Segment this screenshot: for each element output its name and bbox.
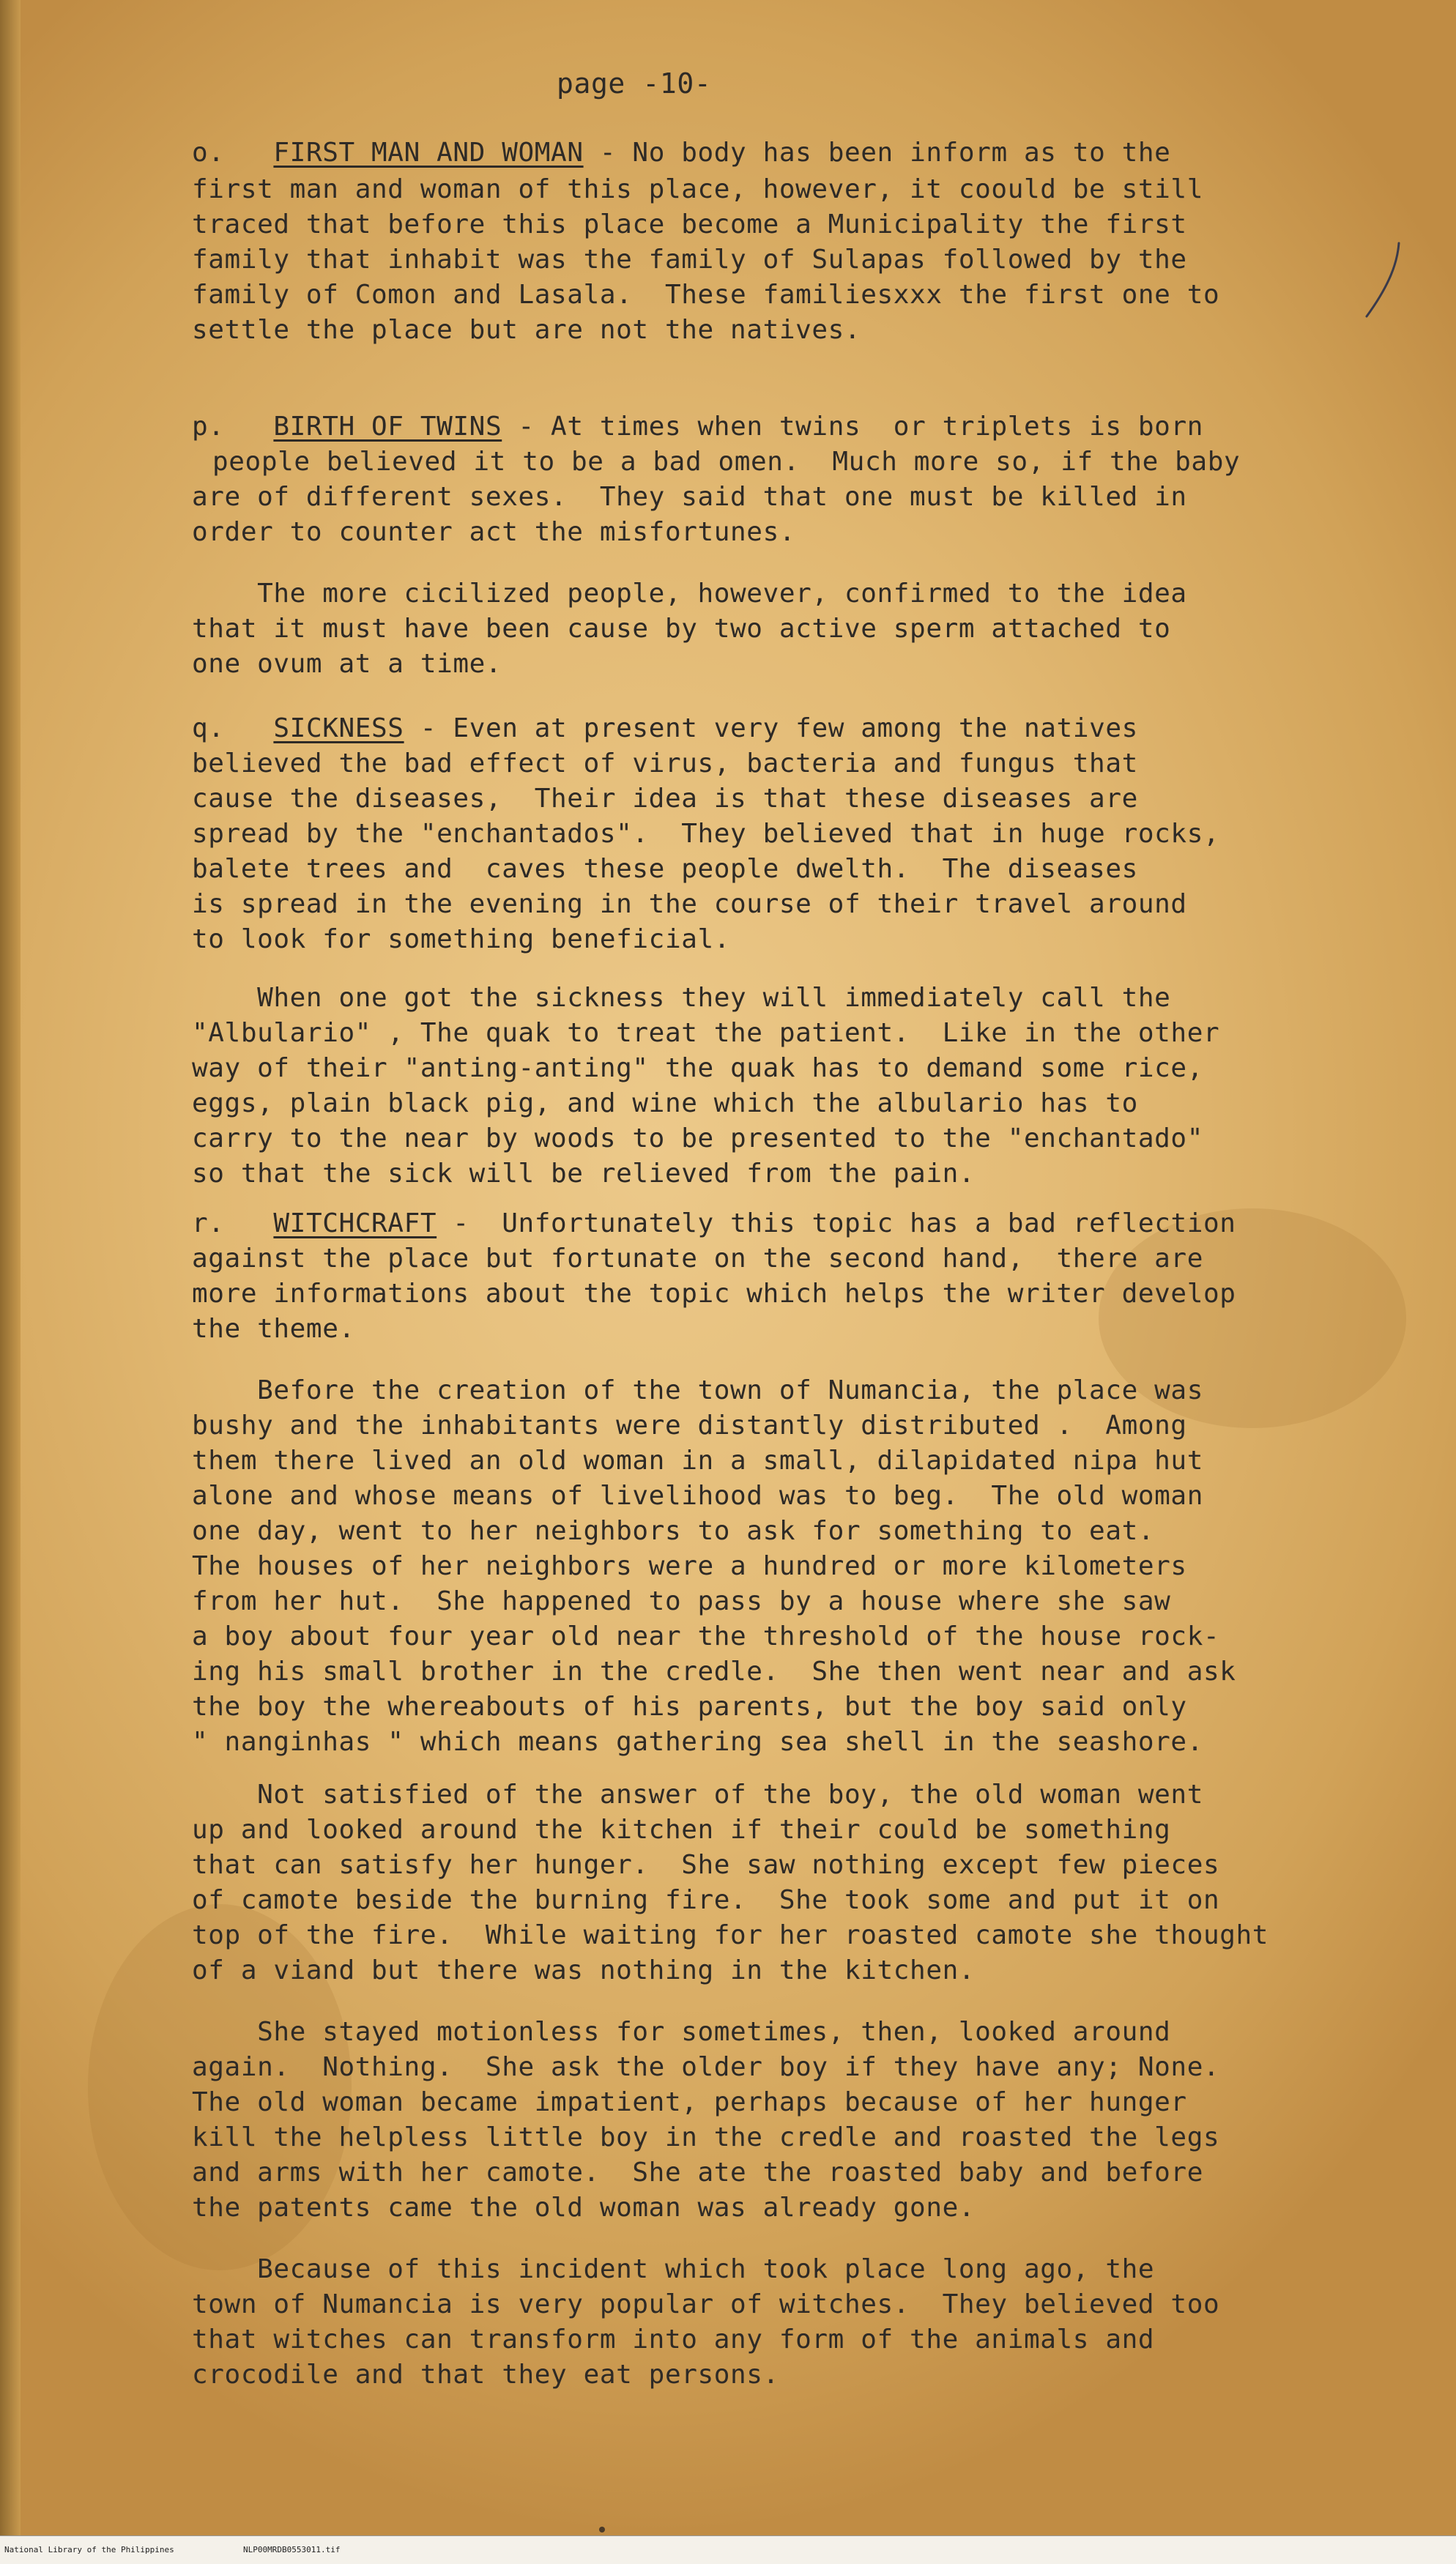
text-line: and arms with her camote. She ate the roasted baby and before [192,2158,1203,2188]
text-line: town of Numancia is very popular of witches. They believed too [192,2289,1220,2319]
section-heading: WITCHCRAFT [273,1208,437,1238]
text-line: them there lived an old woman in a small, dilapidated nipa hut [192,1446,1203,1476]
text-line: carry to the near by woods to be presented to the "enchantado" [192,1123,1203,1153]
text-line: cause the diseases, Their idea is that these diseases are [192,784,1138,814]
paper-speck [599,2527,605,2533]
text-line: that can satisfy her hunger. She saw nothing except few pieces [192,1850,1220,1880]
text-line: The more cicilized people, however, confirmed to the idea [192,579,1187,609]
section-letter: o. [192,138,225,168]
section-heading: BIRTH OF TWINS [273,412,502,442]
text-line: of a viand but there was nothing in the kitchen. [192,1955,976,1985]
scan-footer-bar [0,2535,1456,2564]
text-line: settle the place but are not the natives. [192,315,861,345]
text-line: Before the creation of the town of Numancia, the place was [192,1375,1203,1405]
text-line: Not satisfied of the answer of the boy, the old woman went [192,1780,1203,1810]
section-letter: r. [192,1208,225,1238]
text-line: of camote beside the burning fire. She took some and put it on [192,1885,1220,1915]
text-line: is spread in the evening in the course of their travel around [192,889,1187,919]
footer-filename: NLP00MRDB0553011.tif [243,2545,341,2554]
text-line: order to counter act the misfortunes. [192,517,796,547]
page-number: page -10- [557,67,712,100]
text-line: top of the fire. While waiting for her roasted camote she thought [192,1920,1269,1950]
text-line: that it must have been cause by two active sperm attached to [192,614,1171,644]
text-line: family that inhabit was the family of Sulapas followed by the [192,245,1187,275]
text-line: first man and woman of this place, however, it coould be still [192,174,1203,204]
text-line: traced that before this place become a Municipality the first [192,209,1187,239]
text-line: so that the sick will be relieved from the pain. [192,1159,976,1189]
text-line: one ovum at a time. [192,649,502,679]
section-letter: q. [192,713,225,743]
text-line: a boy about four year old near the threshold of the house rock- [192,1621,1220,1651]
text-line: against the place but fortunate on the second hand, there are [192,1244,1203,1274]
text-line: eggs, plain black pig, and wine which the albulario has to [192,1088,1138,1118]
text-line: "Albulario" , The quak to treat the patient. Like in the other [192,1018,1220,1048]
footer-institution: National Library of the Philippines [4,2545,174,2554]
text-line: bushy and the inhabitants were distantly distributed . Among [192,1411,1187,1441]
text-line: more informations about the topic which helps the writer develop [192,1279,1236,1309]
text-line: The old woman became impatient, perhaps because of her hunger [192,2087,1187,2117]
handwritten-check-mark [1361,240,1405,321]
text-line: people believed it to be a bad omen. Much more so, if the baby [212,447,1241,477]
text-line: up and looked around the kitchen if their could be something [192,1815,1171,1845]
text-line: family of Comon and Lasala. These familiesxxx the first one to [192,280,1220,310]
text-line: again. Nothing. She ask the older boy if they have any; None. [192,2052,1220,2082]
text-line: spread by the "enchantados". They believed that in huge rocks, [192,819,1220,849]
page-edge-shadow [0,0,21,2535]
text-line: alone and whose means of livelihood was to beg. The old woman [192,1481,1203,1511]
text-line: the boy the whereabouts of his parents, but the boy said only [192,1692,1187,1722]
text-line: balete trees and caves these people dwelth. The diseases [192,854,1138,884]
text-line: are of different sexes. They said that one must be killed in [192,482,1187,512]
text-line: way of their "anting-anting" the quak has to demand some rice, [192,1053,1203,1083]
text-line: one day, went to her neighbors to ask for something to eat. [192,1516,1155,1546]
text-line: crocodile and that they eat persons. [192,2360,779,2390]
section-heading: FIRST MAN AND WOMAN [273,138,584,168]
text-line: believed the bad effect of virus, bacteria and fungus that [192,748,1138,779]
text-line: the patents came the old woman was already gone. [192,2193,976,2223]
text-line: that witches can transform into any form of the animals and [192,2325,1155,2355]
text-line: When one got the sickness they will immediately call the [192,983,1171,1013]
text-line: ing his small brother in the credle. She then went near and ask [192,1657,1236,1687]
text-line: " nanginhas " which means gathering sea shell in the seashore. [192,1727,1203,1757]
text-line: The houses of her neighbors were a hundred or more kilometers [192,1551,1187,1581]
section-heading: SICKNESS [273,713,404,743]
text-line: from her hut. She happened to pass by a house where she saw [192,1586,1171,1616]
section-p-first-line: p. BIRTH OF TWINS - At times when twins or triplets is born [192,412,1204,442]
section-q-first-line: q. SICKNESS - Even at present very few among the natives [192,713,1138,743]
text-line: Because of this incident which took place long ago, the [192,2254,1155,2284]
section-letter: p. [192,412,225,442]
section-r-first-line: r. WITCHCRAFT - Unfortunately this topic has a bad reflection [192,1208,1236,1238]
text-line: She stayed motionless for sometimes, then, looked around [192,2017,1171,2047]
section-o-first-line: o. FIRST MAN AND WOMAN - No body has been inform as to the [192,138,1171,168]
text-line: to look for something beneficial. [192,924,731,954]
text-line: kill the helpless little boy in the credle and roasted the legs [192,2122,1220,2152]
text-line: the theme. [192,1314,355,1344]
